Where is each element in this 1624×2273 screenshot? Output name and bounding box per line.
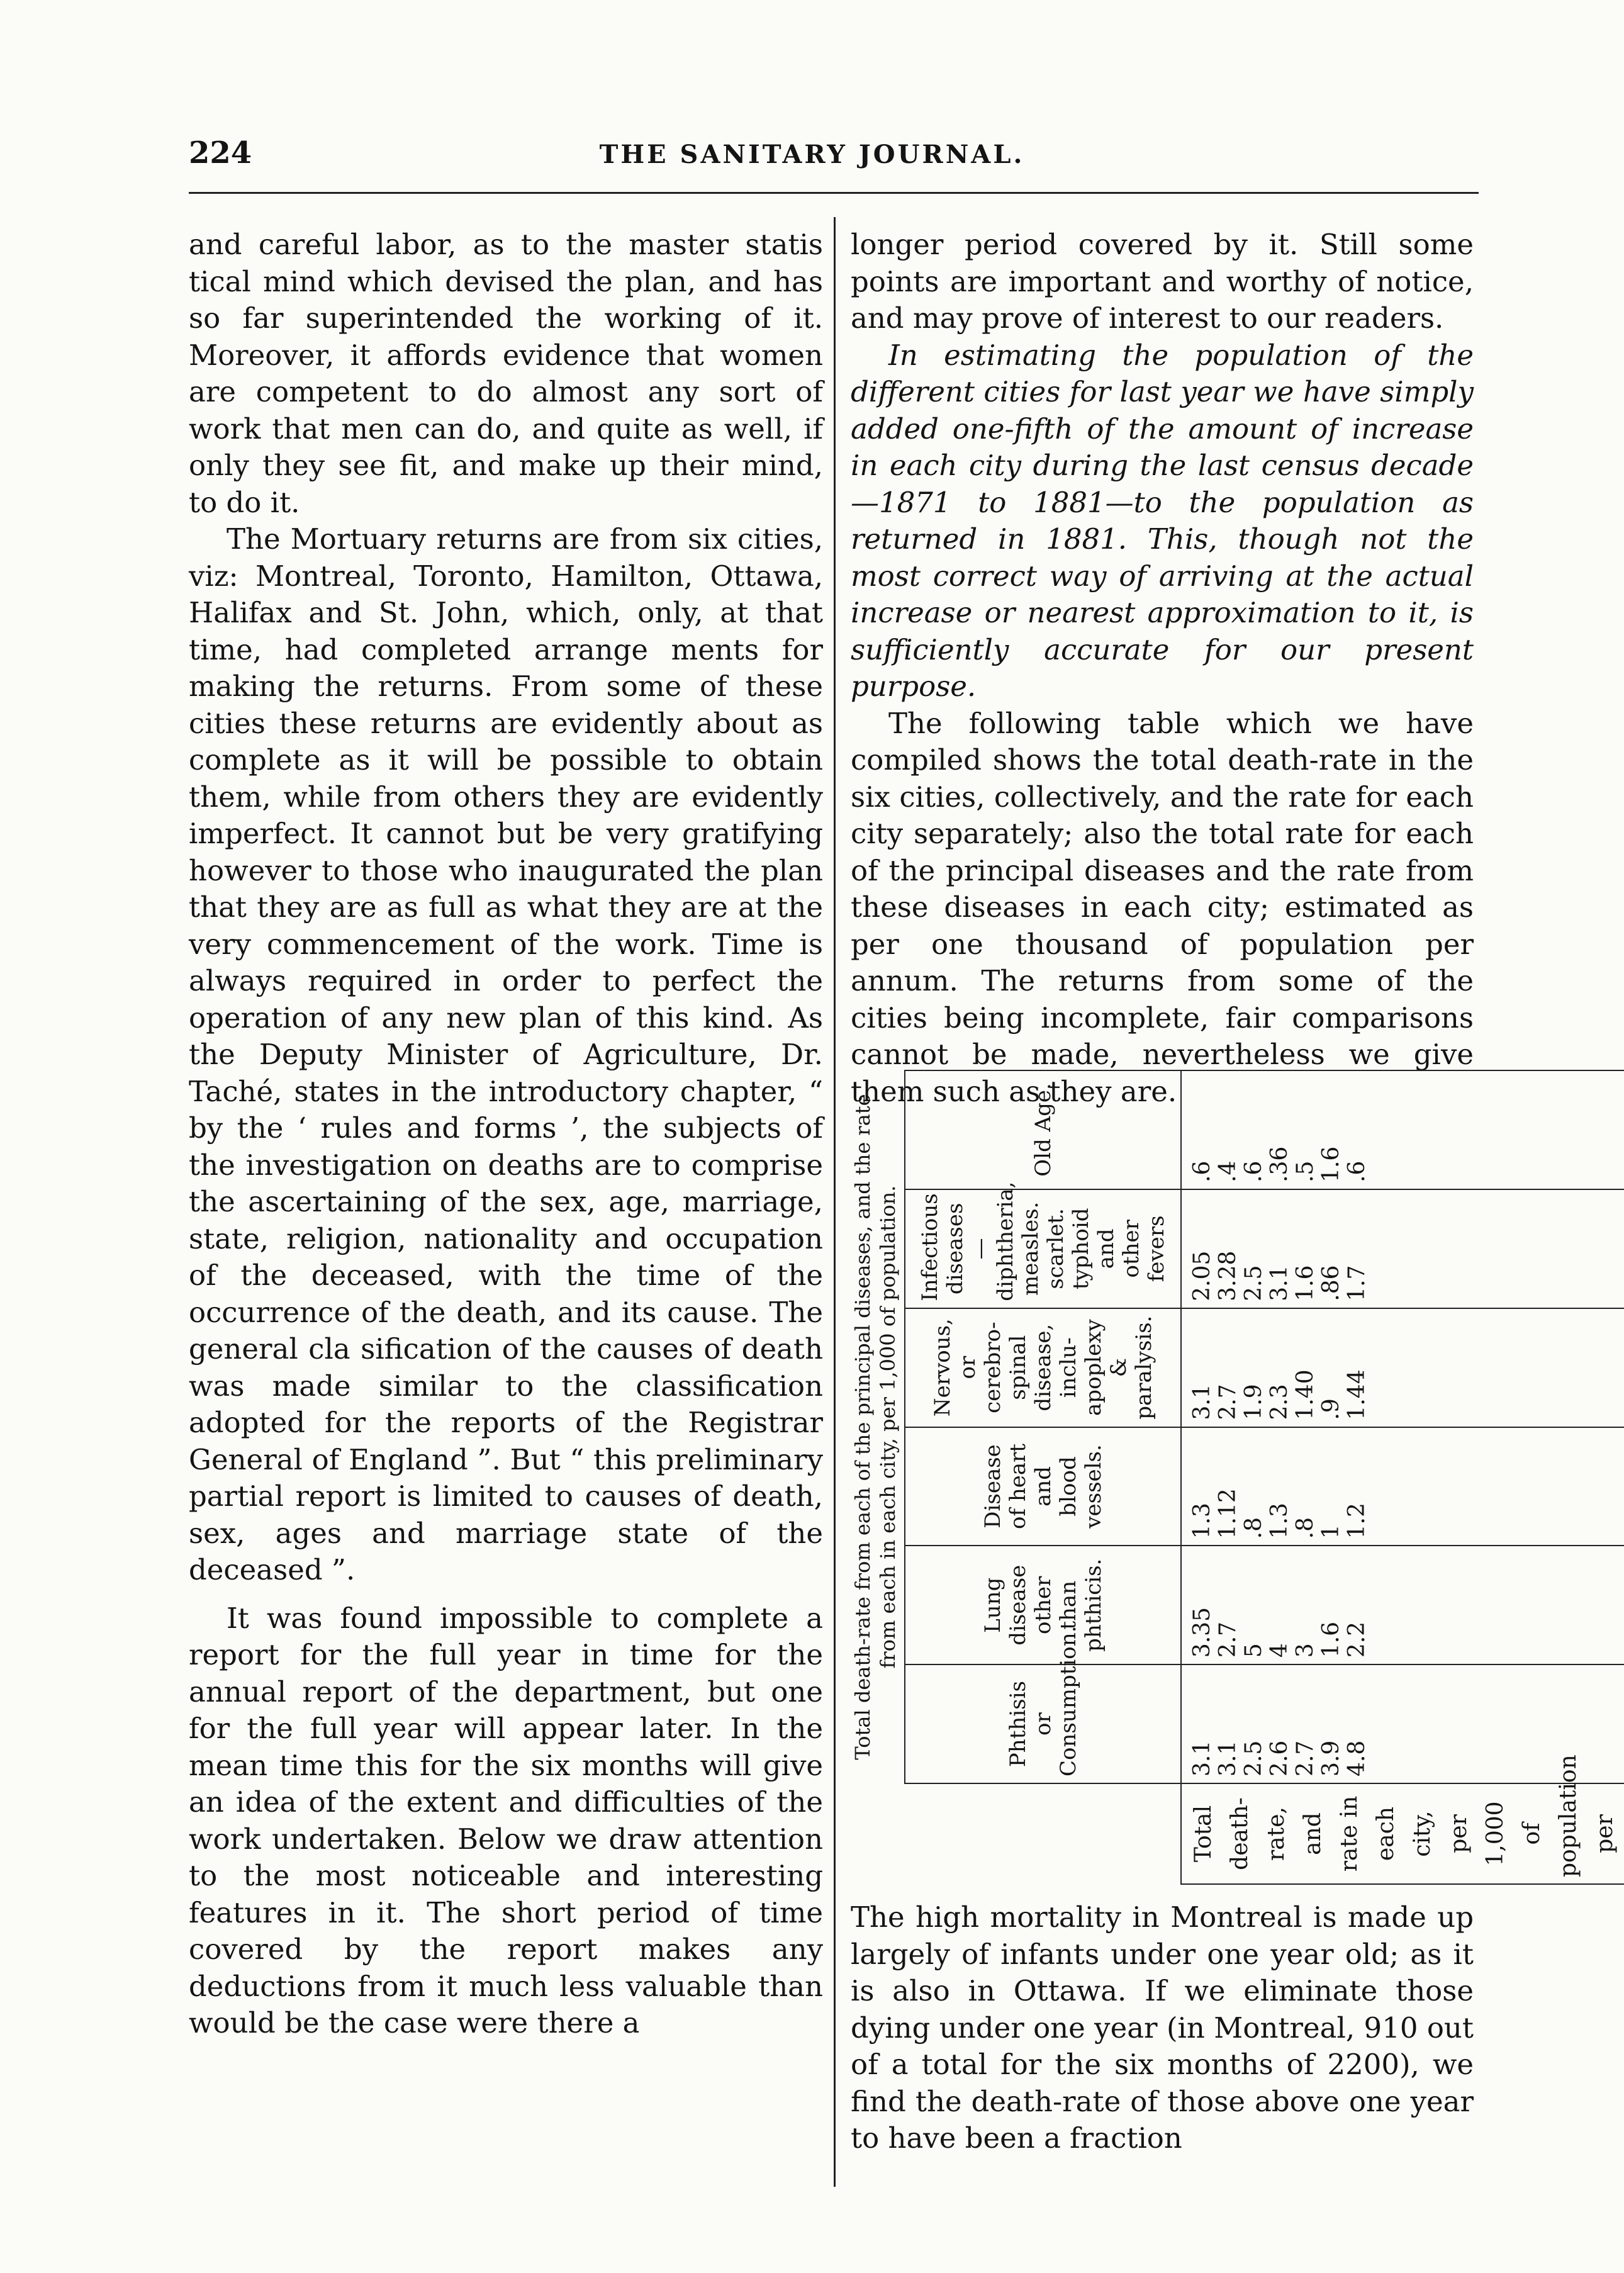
right-paragraph-2: In estimating the population of the different cities for last year we have simply added one-fifth of the amount of increase in each city during the last census decade—1871 to 1881—to the population as returned in 1881. This, though not the most correct way of arriving at the actual increase or nearest approximation to it, is sufficiently accurate for our present purpose.: [851, 338, 1474, 703]
table-value: .6: [1241, 1160, 1267, 1182]
table-value: 2.2: [1344, 1621, 1370, 1658]
table-value: 4.8: [1344, 1740, 1370, 1776]
table-value: .4: [1215, 1160, 1241, 1182]
table-value: .8: [1292, 1517, 1318, 1539]
table-value: .6: [1344, 1160, 1370, 1182]
table-value: 1.6: [1318, 1621, 1344, 1658]
table-value: .86: [1318, 1265, 1344, 1301]
right-paragraph-3: The following table which we have compiled shows the total death-rate in the six cities, collectively, and the rate for each city separately; also the total rate for each of the principal diseases and the rate from these diseases in each city; estimated as per one thousand of population per annum. The returns from some of the cities being incomplete, fair comparisons cannot be made, nevertheless we give them such as they are.: [851, 706, 1474, 1108]
right-paragraph-1: longer period covered by it. Still some points are important and worthy of notice, and may prove of interest to our readers.: [851, 228, 1474, 335]
column-heading-phthisis: Phthisis or Consumption.: [905, 1664, 1181, 1783]
total-rate-heading: Total death-rate, and rate in each city, per 1,000 of population per: [1181, 1783, 1624, 1884]
table-value: 3.28: [1215, 1250, 1241, 1301]
table-group-heading: Total death-rate from each of the principal diseases, and the rate from each in each city, per 1,000 of population.: [851, 1094, 900, 1760]
table-value: .8: [1241, 1517, 1267, 1539]
table-corner-2: [905, 1783, 1181, 1884]
left-paragraph-2: The Mortuary returns are from six cities, viz: Montreal, Toronto, Hamilton, Ottawa, Halifax and St. John, which, only, at that time, had completed arrange ments for making the returns. From some of these cities these returns are evidently about as complete as it will be possible to obtain them, while from others they are evidently imperfect. It cannot but be very gratifying however to those who inaugurated the plan that they are as full as what they are at the very commencement of the work. Time is always required in order to perfect the operation of any new plan of this kind. As the Deputy Minister of Agriculture, Dr. Taché, states in the introductory chapter, “ by the ‘ rules and forms ’, the subjects of the investigation on deaths are to comprise the ascertaining of the sex, age, marriage, state, religion, nationality and occupation of the deceased, with the time of the occurrence of the death, and its cause. The general cla sification of the causes of death was made similar to the classification adopted for the reports of the Registrar General of England ”. But “ this preliminary partial report is limited to causes of death, sex, ages and marriage state of the deceased ”.: [189, 522, 823, 1586]
table-value: 2.5: [1241, 1265, 1267, 1301]
left-paragraph-1: and careful labor, as to the master statis tical mind which devised the plan, and has so far superintended the working of it. Moreover, it affords evidence that women are competent to do almost any sort of work that men can do, and quite as well, if only they see fit, and make up their mind, to do it.: [189, 228, 823, 519]
table-value: 4: [1267, 1643, 1292, 1658]
column-divider: [834, 217, 836, 2187]
table-value: 5: [1241, 1643, 1267, 1658]
death-rate-grid: [846, 1070, 1624, 1885]
table-value: 3: [1292, 1643, 1318, 1658]
column-values-5: [1181, 1070, 1624, 1189]
right-column-continued: [851, 1899, 1474, 2157]
table-value: .9: [1318, 1398, 1344, 1420]
left-column: [189, 227, 823, 2042]
table-value: 1.40: [1292, 1369, 1318, 1420]
table-value: 1.6: [1292, 1265, 1318, 1301]
table-value: 1.12: [1215, 1488, 1241, 1539]
table-value: 2.6: [1267, 1740, 1292, 1776]
right-column: [851, 227, 1474, 1110]
table-value: 3.9: [1318, 1740, 1344, 1776]
column-heading-heart: Disease of heart and blood vessels.: [905, 1427, 1181, 1546]
column-values-1: [1181, 1546, 1624, 1664]
header-rule: [189, 192, 1479, 194]
table-value: 3.35: [1189, 1607, 1215, 1658]
column-values-3: [1181, 1308, 1624, 1427]
death-rate-table: [846, 1070, 1618, 1885]
column-heading-infectious: Infectious diseases— diphtheria, measles. scarlet. typhoid and other fevers: [905, 1189, 1181, 1308]
column-values-4: [1181, 1189, 1624, 1308]
table-value: .6: [1189, 1160, 1215, 1182]
column-heading-old-age: Old Age.: [905, 1070, 1181, 1189]
table-corner: [846, 1783, 905, 1884]
table-value: 2.7: [1215, 1384, 1241, 1420]
table-value: .5: [1292, 1160, 1318, 1182]
death-rate-table-rotated: [846, 1070, 1618, 1885]
table-value: 1: [1318, 1524, 1344, 1539]
table-value: 1.3: [1267, 1503, 1292, 1539]
table-value: 1.2: [1344, 1503, 1370, 1539]
column-heading-lung: Lung disease other than phthicis.: [905, 1546, 1181, 1664]
table-value: 2.05: [1189, 1250, 1215, 1301]
table-value: 3.1: [1267, 1265, 1292, 1301]
left-paragraph-3: It was found impossible to complete a report for the full year in time for the annual report of the department, but one for the full year will appear later. In the mean time this for the six months will give an idea of the extent and difficulties of the work undertaken. Below we draw attention to the most noticeable and interesting features in it. The short period of time covered by the report makes any deductions from it much less valuable than would be the case were there a: [189, 1601, 823, 2040]
table-value: 2.7: [1215, 1621, 1241, 1658]
page-number: 224: [189, 135, 252, 171]
table-value: 2.3: [1267, 1384, 1292, 1420]
right-paragraph-4: The high mortality in Montreal is made up largely of infants under one year old; as it is also in Ottawa. If we eliminate those dying under one year (in Montreal, 910 out of a total for the six months of 2200), we find the death-rate of those above one year to have been a fraction: [851, 1900, 1474, 2155]
column-heading-nervous: Nervous, or cerebro-spinal disease, inclu- apoplexy & paralysis.: [905, 1308, 1181, 1427]
running-title: THE SANITARY JOURNAL.: [599, 140, 1025, 169]
table-value: 2.7: [1292, 1740, 1318, 1776]
column-values-2: [1181, 1427, 1624, 1546]
table-value: 1.3: [1189, 1503, 1215, 1539]
table-value: 1.44: [1344, 1369, 1370, 1420]
table-value: 3.1: [1215, 1740, 1241, 1776]
table-value: 1.7: [1344, 1265, 1370, 1301]
table-value: 3.1: [1189, 1384, 1215, 1420]
table-value: 1.9: [1241, 1384, 1267, 1420]
table-value: 3.1: [1189, 1740, 1215, 1776]
table-value: 1.6: [1318, 1146, 1344, 1182]
table-value: 2.5: [1241, 1740, 1267, 1776]
table-value: .36: [1267, 1146, 1292, 1182]
